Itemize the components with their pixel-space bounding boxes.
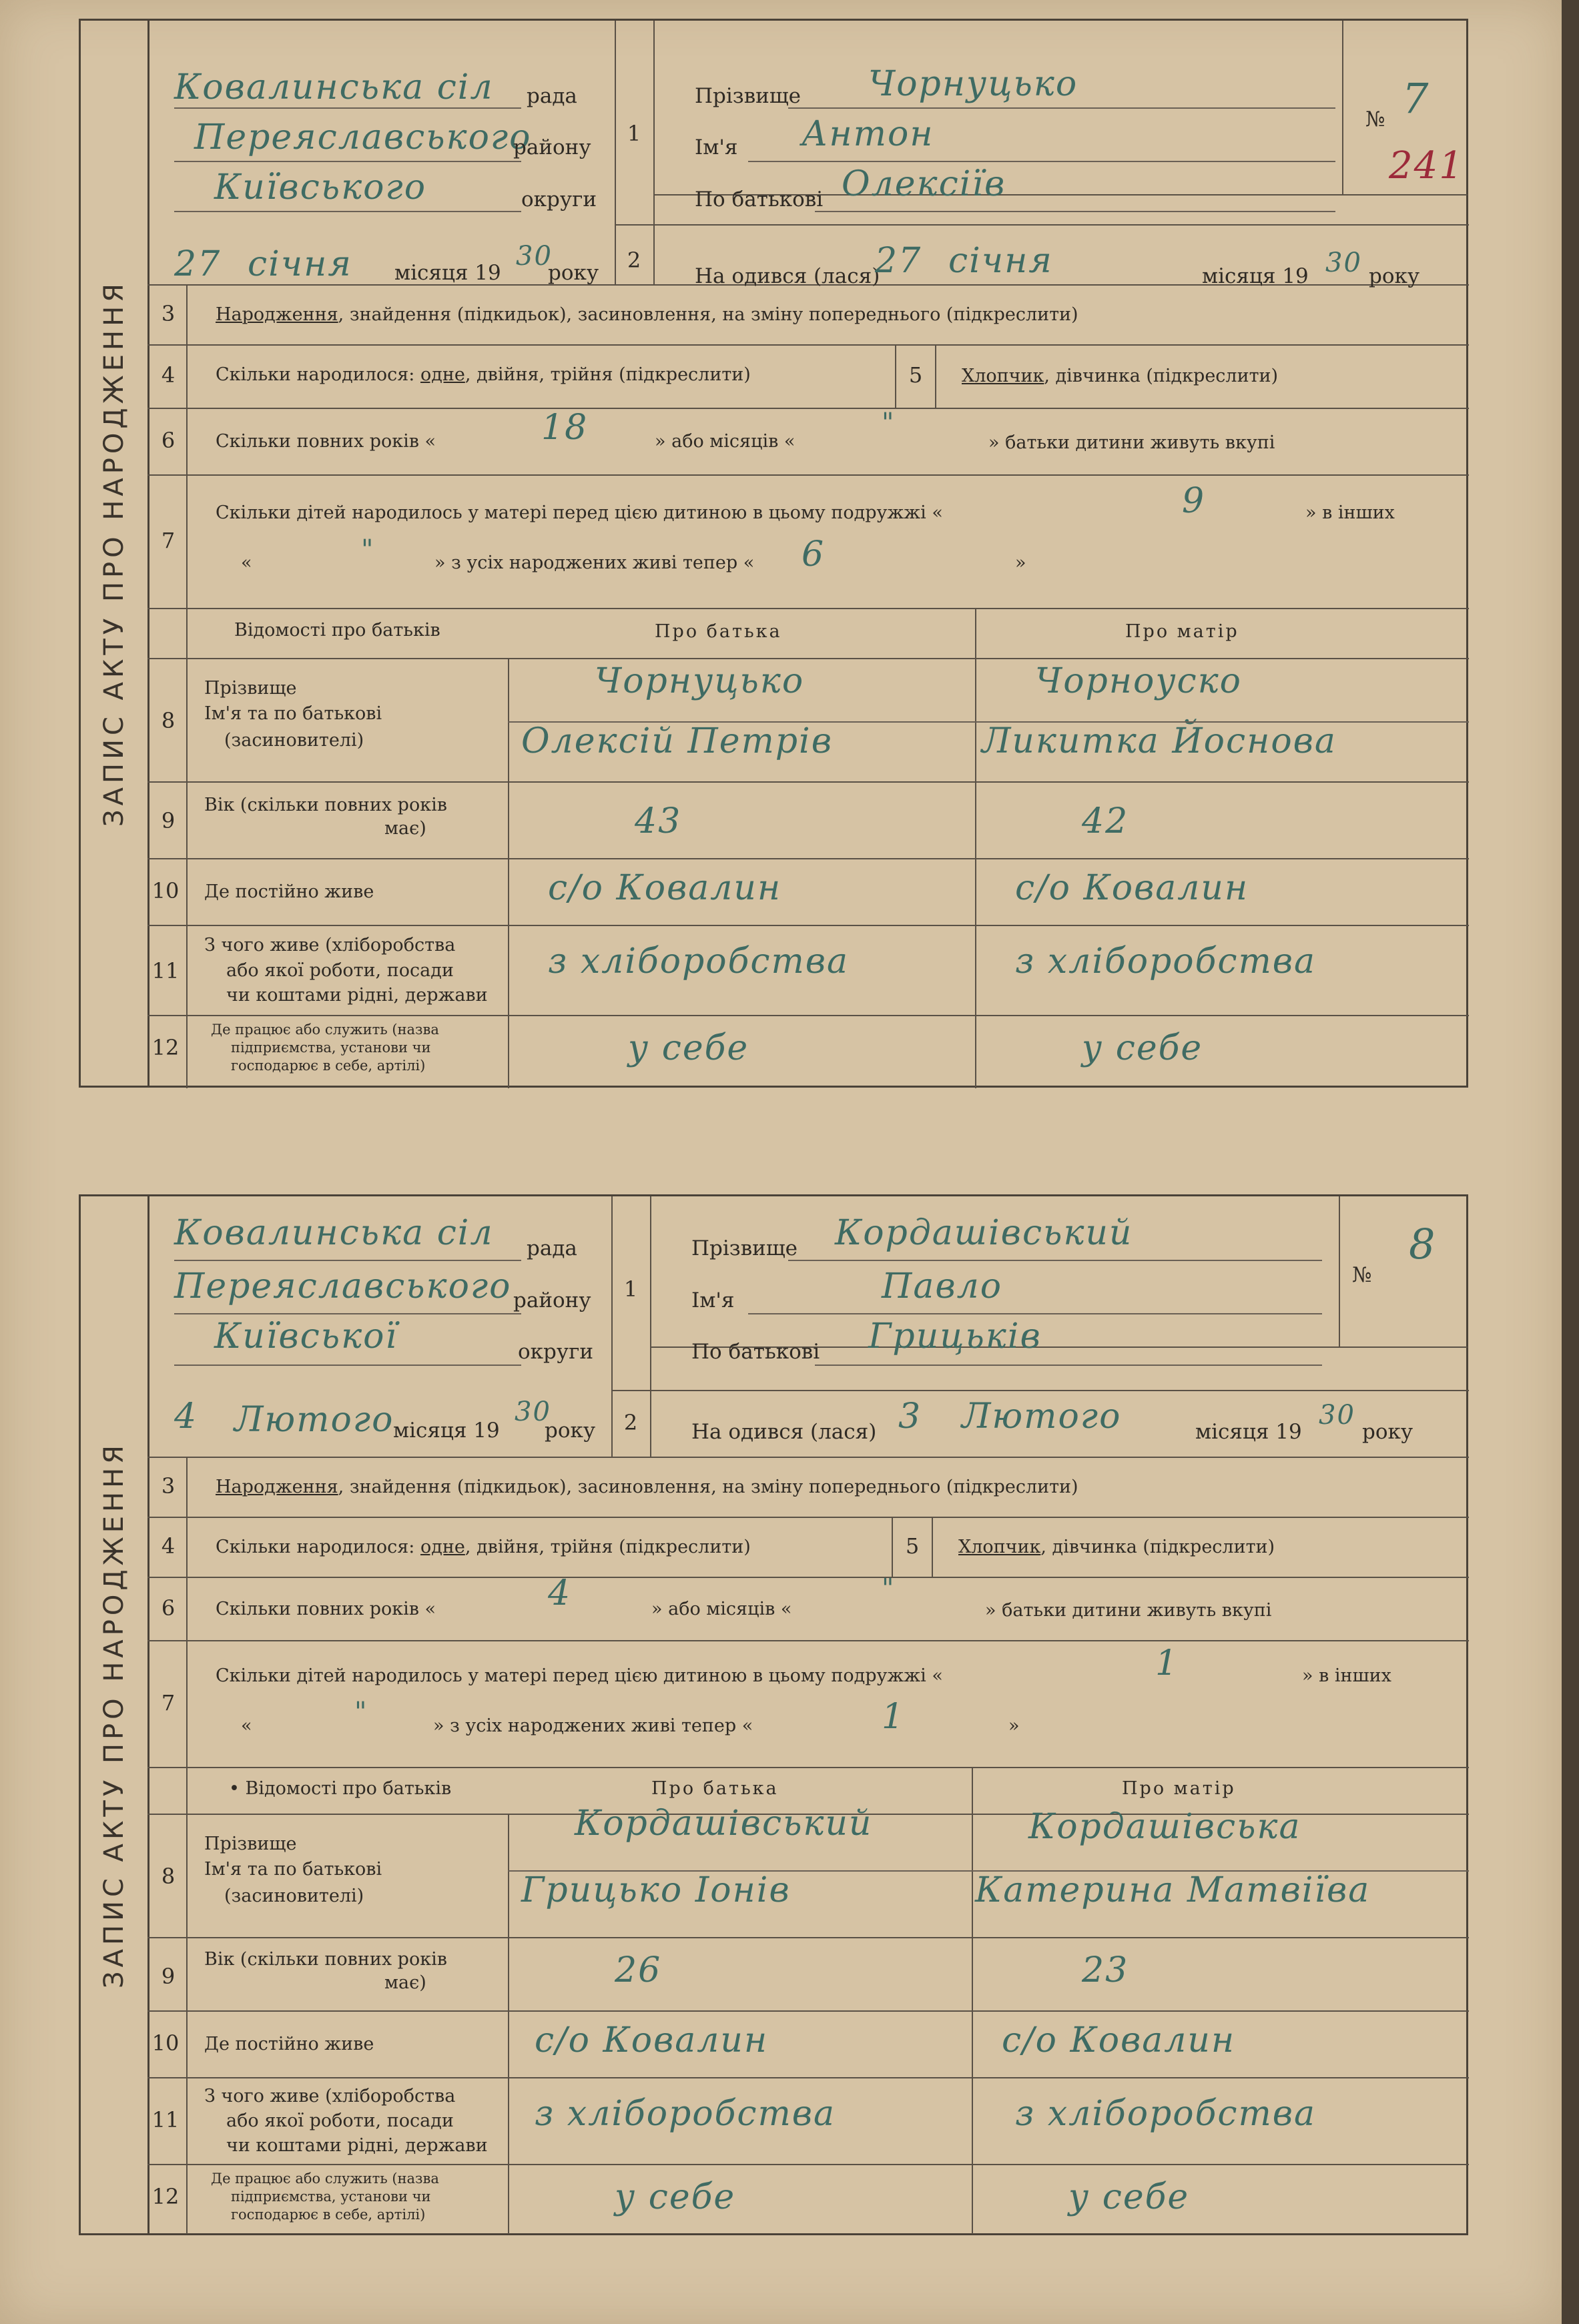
month-label: місяця 19 [394,261,501,285]
row7-label-c: « [241,1715,252,1736]
row6-label-b: » або місяців « [655,431,796,452]
row-number-4: 4 [161,362,176,388]
birth-day: 3 [898,1397,922,1437]
okrug-value: Київського [214,167,427,208]
row8-label-3: (засиновителі) [224,1886,364,1906]
children-other: " [361,534,375,565]
father-residence: с/о Ковалин [548,868,782,908]
years-together: 18 [541,408,589,448]
mother-residence: с/о Ковалин [1002,2020,1236,2060]
row6-label-b: » або місяців « [651,1599,792,1619]
row7-label-e: » [1008,1715,1020,1736]
row8-label-1: Прізвище [204,1834,297,1854]
row9-label-1: Вік (скільки повних років [204,1949,447,1970]
row7-label-c: « [241,552,252,573]
mother-surname: Кордашівська [1028,1807,1301,1847]
father-header: Про батька [655,621,782,642]
mother-name: Катерина Матвіїва [975,1870,1371,1910]
record-number-red: 241 [1389,144,1464,187]
birth-month: січня [948,241,1053,281]
row10-label: Де постійно живе [204,2034,374,2054]
row11-label-3: чи коштами рідні, держави [226,2135,488,2156]
field-number-1: 1 [623,1276,638,1302]
row7-label-a: Скільки дітей народилось у матері перед цією дитиною в цьому подружжі « [216,1665,943,1686]
child-surname: Чорнуцько [868,64,1078,104]
mother-work: у себе [1068,2177,1190,2217]
father-residence: с/о Ковалин [535,2020,769,2060]
name-label: Ім'я [695,135,738,159]
birth-month: Лютого [962,1397,1122,1437]
row4-text: Скільки народилося: одне, двійня, трійня (підкреслити) [216,1537,751,1557]
father-livelihood: з хліборобства [548,941,850,982]
father-header: Про батька [651,1778,779,1799]
alive-now: 1 [882,1697,906,1737]
row-number-4: 4 [161,1533,176,1559]
field-number-2: 2 [623,1410,638,1435]
father-surname: Чорнуцько [595,661,805,701]
row9-label-2: має) [384,818,426,839]
row11-label-2: або якої роботи, посади [226,960,454,981]
reg-month: Лютого [234,1400,394,1440]
child-name: Антон [802,114,934,154]
years-together: 4 [548,1573,572,1613]
row-number-10: 10 [151,878,180,903]
row7-label-b: » в інших [1302,1665,1391,1686]
birth-year: 30 [1325,248,1362,278]
row6-label-a: Скільки повних років « [216,431,436,452]
row5-text: Хлопчик, дівчинка (підкреслити) [962,366,1279,386]
raion-label: району [513,1288,591,1312]
row9-label-2: має) [384,1972,426,1993]
raion-label: району [513,135,591,159]
row7-label-a: Скільки дітей народилось у матері перед цією дитиною в цьому подружжі « [216,502,943,523]
birth-year: 30 [1319,1400,1355,1431]
row8-label-2: Ім'я та по батькові [204,703,382,724]
row6-label-a: Скільки повних років « [216,1599,436,1619]
father-livelihood: з хліборобства [535,2094,836,2134]
mother-livelihood: з хліборобства [1015,2094,1317,2134]
born-label: На одився (лася) [695,264,880,288]
row3-text: Народження, знайдення (підкидьок), засиновлення, на зміну попереднього (підкреслити) [216,1477,1078,1497]
field-number-1: 1 [627,121,641,146]
children-other: " [354,1697,368,1727]
father-name: Олексій Петрів [521,721,833,761]
row-number-6: 6 [161,1595,176,1621]
row5-text: Хлопчик, дівчинка (підкреслити) [958,1537,1275,1557]
record-number: 7 [1402,74,1430,123]
year-label: року [548,261,599,285]
name-label: Ім'я [691,1288,735,1312]
mother-work: у себе [1082,1028,1203,1068]
row-number-9: 9 [161,1964,176,1989]
child-patronymic: Олексіїв [842,164,1006,204]
rada-label: рада [527,84,577,108]
months-together: " [882,1573,896,1604]
row-number-8: 8 [161,1864,176,1889]
row12-label-1: Де працює або служить (назва [211,2171,439,2187]
row12-label-3: господарює в себе, артілі) [231,2207,426,2223]
mother-name: Ликитка Йоснова [982,721,1337,761]
child-name: Павло [882,1266,1003,1306]
children-before: 1 [1155,1643,1179,1683]
number-label: № [1352,1263,1372,1287]
row-number-3: 3 [161,1473,176,1499]
row7-label-d: » з усіх народжених живі тепер « [434,552,755,573]
birth-record-form-2 [79,1194,1468,2235]
father-name: Грицько Іонів [521,1870,791,1910]
row-number-11: 11 [151,2107,180,2133]
months-together: " [882,408,896,438]
alive-now: 6 [802,534,826,574]
mother-livelihood: з хліборобства [1015,941,1317,982]
row8-label-2: Ім'я та по батькові [204,1859,382,1880]
okrug-label: округи [518,1340,594,1364]
number-label: № [1365,107,1385,131]
birth-month-label: місяця 19 [1202,264,1309,288]
row6-label-c: » батьки дитини живуть вкупі [985,1600,1272,1621]
row11-label-1: З чого живе (хліборобства [204,2086,456,2106]
surname-label: Прізвище [695,84,801,108]
father-surname: Кордашівський [575,1804,873,1844]
row-number-5: 5 [908,362,923,388]
mother-surname: Чорноуско [1035,661,1242,701]
birth-record-form-1 [79,19,1468,1088]
birth-month-label: місяця 19 [1195,1420,1302,1444]
rada-value: Ковалинська сіл [174,67,494,107]
mother-age: 23 [1082,1950,1129,1990]
row10-label: Де постійно живе [204,881,374,902]
reg-month: січня [248,244,352,284]
patronymic-label: По батькові [695,187,824,212]
row7-label-d: » з усіх народжених живі тепер « [433,1715,753,1736]
row-number-7: 7 [161,1690,176,1715]
reg-year: 30 [516,241,553,272]
parents-header: • Відомості про батьків [229,1778,452,1799]
reg-day: 27 [174,244,222,284]
row-number-12: 12 [151,2184,180,2209]
child-surname: Кордашівський [835,1213,1133,1253]
child-patronymic: Грицьків [868,1316,1042,1357]
row-number-6: 6 [161,428,176,453]
born-label: На одився (лася) [691,1420,877,1444]
field-number-2: 2 [627,248,641,273]
row11-label-1: З чого живе (хліборобства [204,935,456,955]
record-number: 8 [1409,1220,1437,1268]
rada-label: рада [527,1236,577,1260]
row-number-5: 5 [905,1533,920,1559]
mother-header: Про матір [1122,1778,1236,1799]
row-number-3: 3 [161,301,176,326]
birth-day: 27 [875,241,922,281]
year-label: року [545,1419,596,1443]
father-work: у себе [628,1028,749,1068]
row8-label-1: Прізвище [204,678,297,699]
row12-label-1: Де працює або служить (назва [211,1022,439,1038]
row12-label-2: підприємства, установи чи [231,2189,431,2205]
side-title: ЗАПИС АКТУ ПРО НАРОДЖЕННЯ [81,21,149,1086]
father-age: 43 [635,801,682,841]
rada-value: Ковалинська сіл [174,1213,494,1253]
children-before: 9 [1182,481,1206,521]
row-number-8: 8 [161,708,176,733]
patronymic-label: По батькові [691,1340,820,1364]
row-number-12: 12 [151,1035,180,1060]
raion-value: Переяславського [194,117,532,157]
row-number-11: 11 [151,958,180,984]
side-title: ЗАПИС АКТУ ПРО НАРОДЖЕННЯ [81,1196,149,2233]
birth-year-label: року [1362,1420,1413,1444]
row3-text: Народження, знайдення (підкидьок), засиновлення, на зміну попереднього (підкреслити) [216,304,1078,325]
row11-label-2: або якої роботи, посади [226,2110,454,2131]
row9-label-1: Вік (скільки повних років [204,795,447,815]
row6-label-c: » батьки дитини живуть вкупі [988,432,1275,453]
parents-header: Відомості про батьків [234,620,440,641]
row7-label-e: » [1015,552,1026,573]
mother-age: 42 [1082,801,1129,841]
mother-residence: с/о Ковалин [1015,868,1249,908]
row4-text: Скільки народилося: одне, двійня, трійня (підкреслити) [216,364,751,385]
row-number-7: 7 [161,528,176,553]
father-work: у себе [615,2177,736,2217]
okrug-label: округи [521,187,597,212]
reg-day: 4 [174,1397,198,1437]
row11-label-3: чи коштами рідні, держави [226,985,488,1006]
row12-label-3: господарює в себе, артілі) [231,1058,426,1074]
reg-year: 30 [515,1397,551,1427]
row12-label-2: підприємства, установи чи [231,1040,431,1056]
month-label: місяця 19 [393,1419,500,1443]
row-number-10: 10 [151,2030,180,2056]
surname-label: Прізвище [691,1236,798,1260]
mother-header: Про матір [1125,621,1239,642]
row7-label-b: » в інших [1305,502,1395,523]
okrug-value: Київської [214,1316,398,1357]
row-number-9: 9 [161,808,176,833]
row8-label-3: (засиновителі) [224,730,364,751]
raion-value: Переяславського [174,1266,512,1306]
birth-year-label: року [1369,264,1420,288]
father-age: 26 [615,1950,662,1990]
